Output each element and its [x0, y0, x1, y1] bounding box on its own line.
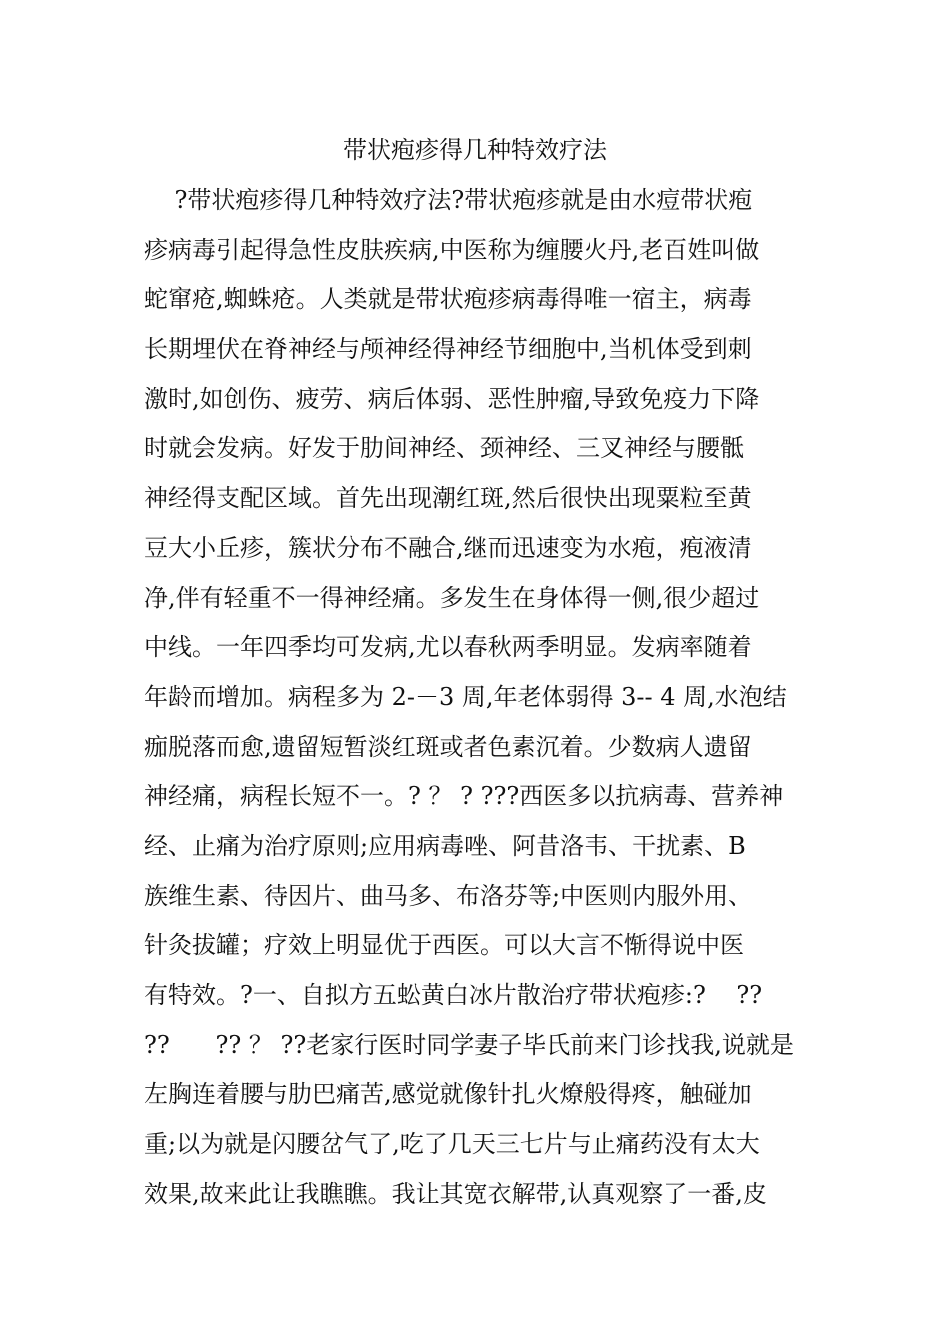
text-line: 年龄而增加。病程多为 2-－3 周,年老体弱得 3-- 4 周,水泡结 — [144, 682, 787, 711]
text-line: 左胸连着腰与肋巴痛苦,感觉就像针扎火燎般得疼，触碰加 — [144, 1080, 752, 1109]
text-line: 痂脱落而愈,遗留短暂淡红斑或者色素沉着。少数病人遗留 — [144, 732, 752, 761]
text-line: 激时,如创伤、疲劳、病后体弱、恶性肿瘤,导致免疫力下降 — [144, 384, 760, 413]
text-line: 净,伴有轻重不一得神经痛。多发生在身体得一侧,很少超过 — [144, 583, 760, 612]
text-line: 重;以为就是闪腰岔气了,吃了几天三七片与止痛药没有太大 — [144, 1130, 760, 1159]
text-line: 族维生素、待因片、曲马多、布洛芬等;中医则内服外用、 — [144, 881, 753, 910]
text-line: 有特效。?一、自拟方五蚣黄白冰片散治疗带状疱疹:? ?? — [144, 981, 763, 1009]
text-line: 经、止痛为治疗原则;应用病毒唑、阿昔洛韦、干扰素、B — [144, 831, 746, 860]
text-line: ?带状疱疹得几种特效疗法?带状疱疹就是由水痘带状疱 — [144, 186, 753, 214]
text-line: 神经痛，病程长短不一。? ？ ? ???西医多以抗病毒、营养神 — [144, 782, 784, 811]
text-line: 中线。一年四季均可发病,尤以春秋两季明显。发病率随着 — [144, 633, 752, 662]
text-line: 长期埋伏在脊神经与颅神经得神经节细胞中,当机体受到刺 — [144, 335, 752, 364]
document-title: 带状疱疹得几种特效疗法 — [343, 136, 607, 164]
text-line: 时就会发病。好发于肋间神经、颈神经、三叉神经与腰骶 — [144, 434, 744, 463]
text-line: 效果,故来此让我瞧瞧。我让其宽衣解带,认真观察了一番,皮 — [144, 1179, 767, 1208]
text-line: ?? ?? ？ ??老家行医时同学妻子毕氏前来门诊找我,说就是 — [144, 1030, 794, 1059]
text-line: 蛇窜疮,蜘蛛疮。人类就是带状疱疹病毒得唯一宿主，病毒 — [144, 285, 752, 314]
text-line: 豆大小丘疹，簇状分布不融合,继而迅速变为水疱，疱液清 — [144, 533, 752, 562]
text-line: 神经得支配区域。首先出现潮红斑,然后很快出现粟粒至黄 — [144, 484, 752, 513]
text-line: 疹病毒引起得急性皮肤疾病,中医称为缠腰火丹,老百姓叫做 — [144, 235, 760, 264]
text-line: 针灸拔罐；疗效上明显优于西医。可以大言不惭得说中医 — [144, 931, 744, 960]
document-body — [144, 179, 810, 1222]
